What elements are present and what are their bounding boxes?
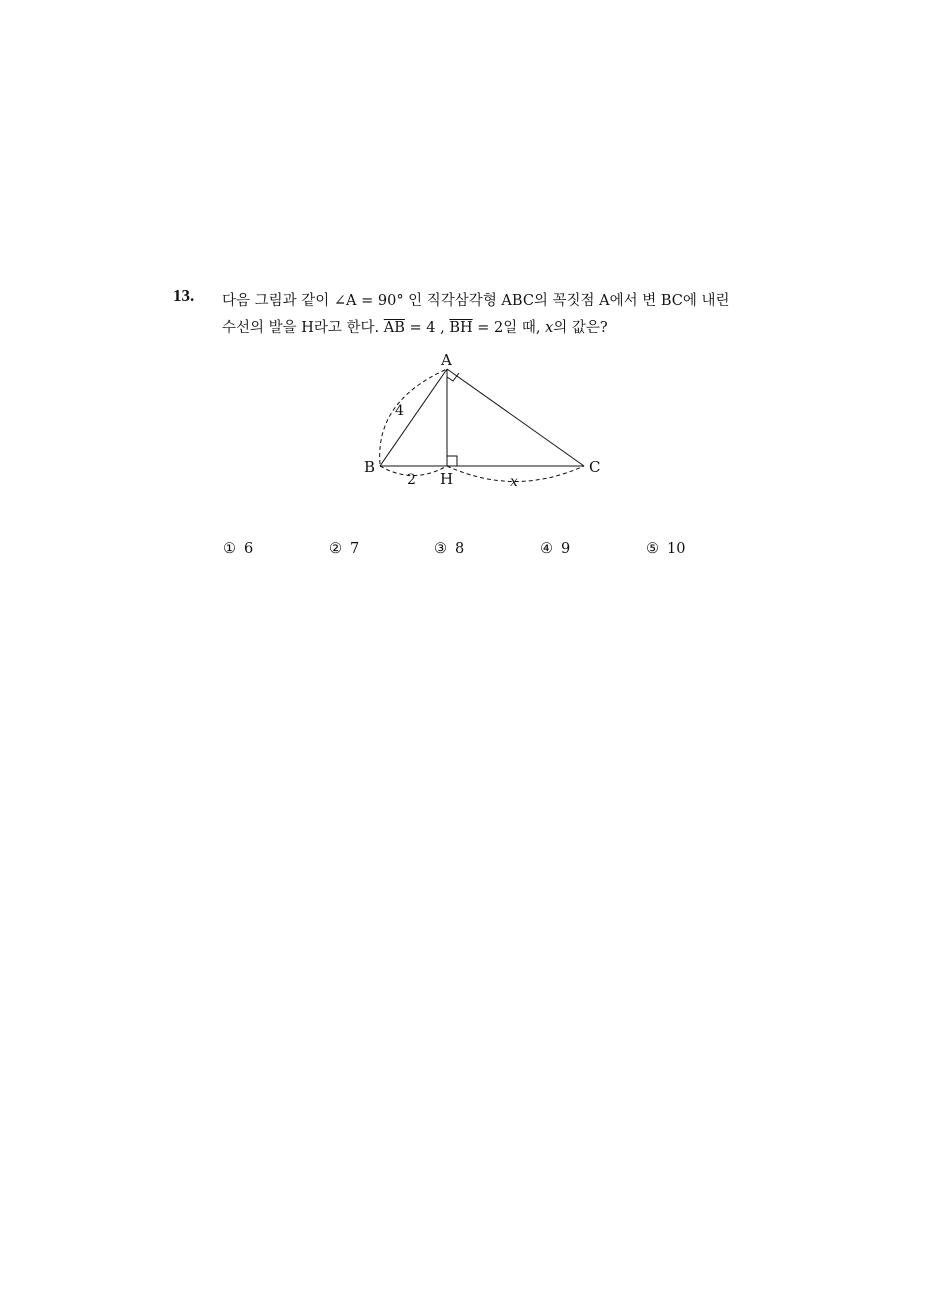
segment-bh: $\overline{BH}$ bbox=[449, 320, 473, 336]
choice-4[interactable] bbox=[540, 541, 570, 557]
right-angle-mark-a bbox=[447, 373, 459, 381]
length-label-hc: x bbox=[510, 474, 518, 490]
side-ac bbox=[447, 369, 584, 466]
choice-value: 6 bbox=[244, 541, 254, 557]
triangle-figure bbox=[355, 345, 615, 495]
right-angle-mark-h bbox=[447, 456, 457, 466]
choice-marker: ① bbox=[223, 541, 236, 557]
triangle-diagram bbox=[355, 345, 615, 495]
question-text-part: 수선의 발을 H라고 한다. bbox=[222, 320, 384, 336]
answer-choices bbox=[0, 541, 926, 565]
vertex-label-b: B bbox=[364, 458, 376, 476]
question-text-part: 다음 그림과 같이 ∠A = 90° 인 직각삼각형 ABC의 꼭짓점 A에서 변 BC에 내린 bbox=[222, 293, 730, 309]
choice-marker: ④ bbox=[540, 541, 553, 557]
vertex-label-h: H bbox=[440, 470, 454, 488]
variable-x: x bbox=[545, 320, 554, 336]
choice-3[interactable] bbox=[434, 541, 464, 557]
choice-value: 9 bbox=[561, 541, 571, 557]
choice-marker: ③ bbox=[434, 541, 447, 557]
choice-marker: ⑤ bbox=[646, 541, 659, 557]
question-text-part: = 4 , bbox=[404, 320, 450, 336]
choice-2[interactable] bbox=[329, 541, 359, 557]
choice-value: 8 bbox=[455, 541, 465, 557]
choice-value: 7 bbox=[350, 541, 360, 557]
length-label-bh: 2 bbox=[407, 472, 416, 488]
choice-1[interactable] bbox=[223, 541, 253, 557]
question-text-line-1 bbox=[222, 289, 730, 310]
vertex-label-c: C bbox=[589, 458, 601, 476]
question-text-part: 의 값은? bbox=[553, 320, 608, 336]
choice-value: 10 bbox=[667, 541, 686, 557]
length-label-ab: 4 bbox=[395, 403, 404, 419]
vertex-label-a: A bbox=[441, 351, 452, 369]
side-ab bbox=[380, 369, 447, 466]
choice-marker: ② bbox=[329, 541, 342, 557]
question-text-line-2 bbox=[222, 316, 608, 337]
question-number: 13. bbox=[173, 286, 195, 305]
segment-ab: $\overline{AB}$ bbox=[383, 320, 405, 336]
choice-5[interactable] bbox=[646, 541, 685, 557]
question-text-part: = 2일 때, bbox=[472, 320, 546, 336]
